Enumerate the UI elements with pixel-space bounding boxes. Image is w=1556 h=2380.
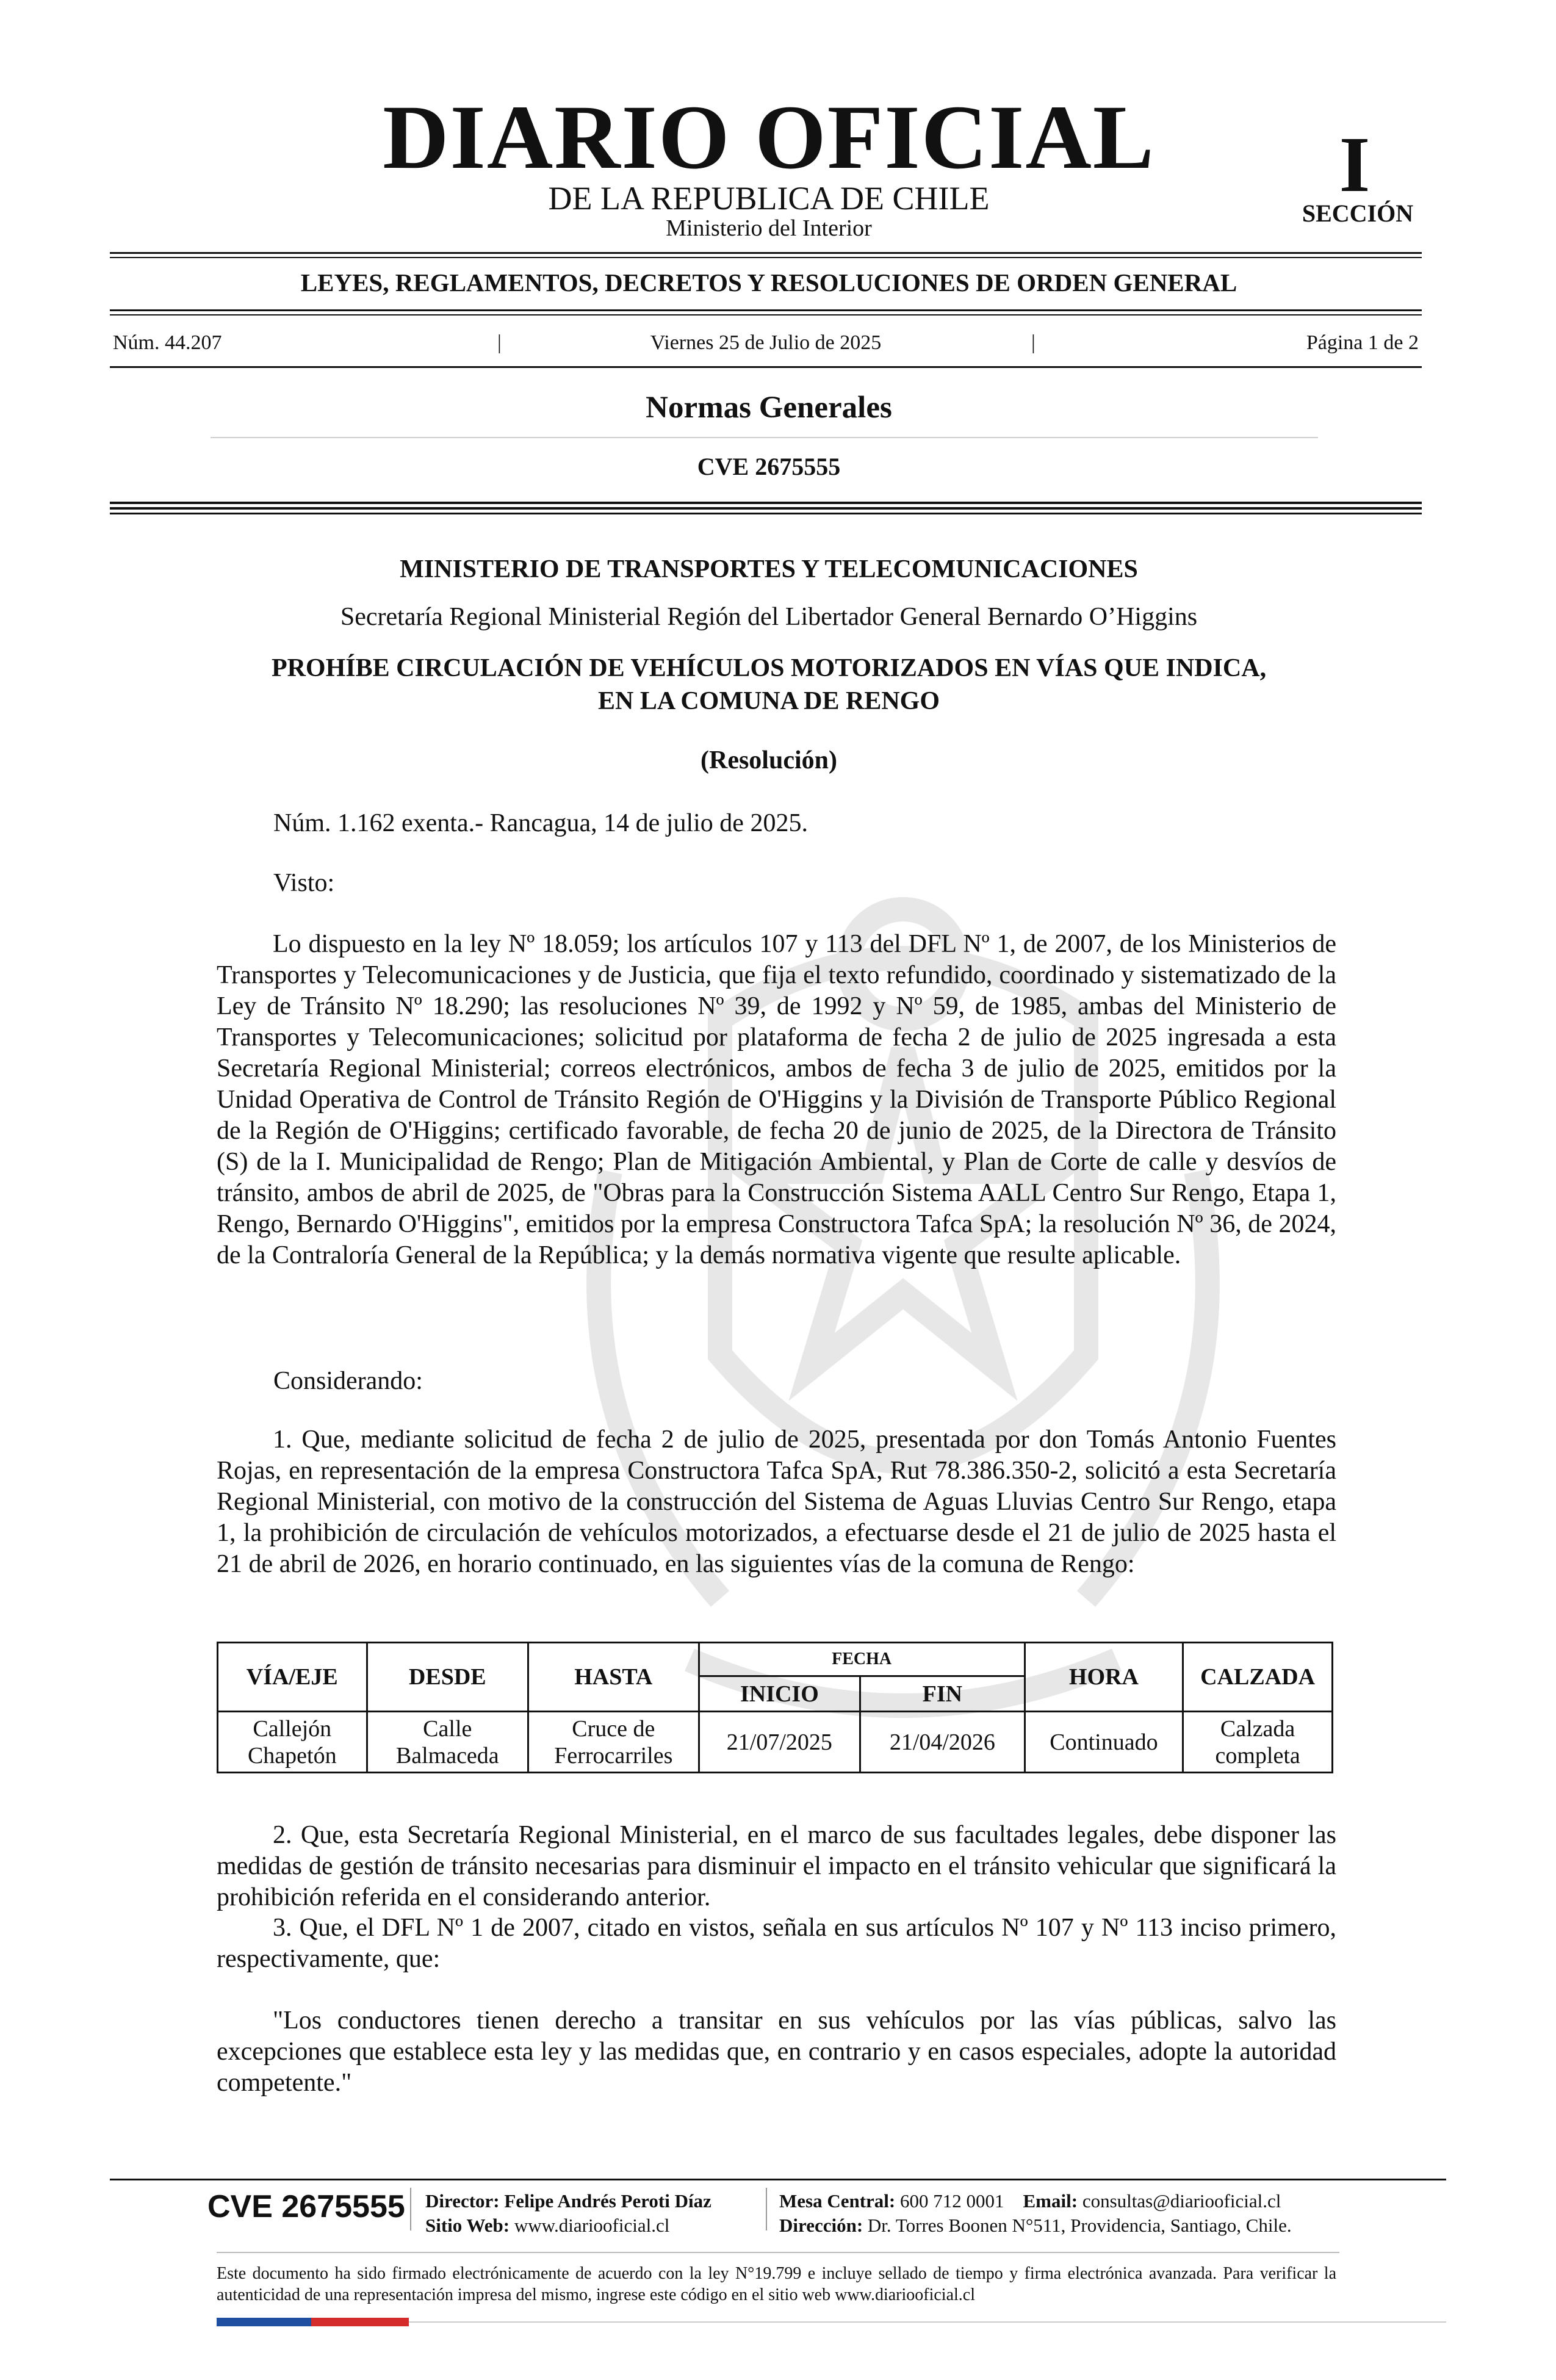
masthead-subtitle: DE LA REPUBLICA DE CHILE <box>548 180 990 217</box>
footer-divider <box>410 2188 411 2230</box>
cell-hasta: Cruce de Ferrocarriles <box>528 1712 699 1773</box>
band-rule-bottom <box>110 314 1422 316</box>
header-via: VÍA/EJE <box>218 1643 367 1712</box>
considerando-1: 1. Que, mediante solicitud de fecha 2 de julio de 2025, presentada por don Tomás Antonio Fuentes Rojas, en representación de la empresa Constructora Tafca SpA, Rut 78.386.350-2, solicitó a esta Secretaría Regional Ministerial, con motivo de la construcción del Sistema de Aguas Lluvias Centro Sur Rengo, etapa 1, la prohibición de circulación de vehículos motorizados, a efectuarse desde el 21 de julio de 2025 hasta el 21 de abril de 2026, en horario continuado, en las siguientes vías de la comuna de Rengo: <box>217 1426 1336 1578</box>
cell-via: Callejón Chapetón <box>218 1712 367 1773</box>
title-line: EN LA COMUNA DE RENGO <box>597 687 940 715</box>
considerando-3: 3. Que, el DFL Nº 1 de 2007, citado en vistos, señala en sus artículos Nº 107 y Nº 113 inciso primero, respectivamente, que: <box>217 1914 1336 1973</box>
cell-inicio: 21/07/2025 <box>699 1712 860 1773</box>
signature-note: Este documento ha sido firmado electrónicamente de acuerdo con la ley N°19.799 e incluye sellado de tiempo y firma electrónica avanzada. Para verificar la autenticidad de una representación impresa del mismo, ingrese este código en el sitio web www.diariooficial.cl <box>217 2264 1336 2304</box>
footer-bottom-line <box>409 2321 1446 2323</box>
considerando-2: 2. Que, esta Secretaría Regional Ministerial, en el marco de sus facultades legales, debe disponer las medidas de gestión de tránsito necesarias para disminuir el impacto en el tránsito vehicular que significará la prohibición referida en el considerando anterior. <box>217 1821 1336 1911</box>
section-band: LEYES, REGLAMENTOS, DECRETOS Y RESOLUCIONES DE ORDEN GENERAL <box>300 269 1237 297</box>
header-fin: FIN <box>860 1676 1025 1712</box>
info-rule <box>110 366 1422 368</box>
quoted-article: "Los conductores tienen derecho a transitar en sus vehículos por las vías públicas, salvo las excepciones que establece esta ley y las medidas que, en contrario y en casos especiales, adopte la autoridad competente." <box>217 2007 1336 2097</box>
header-hora: HORA <box>1025 1643 1183 1712</box>
flag-stripe-red <box>311 2318 409 2326</box>
table-row <box>218 1712 1333 1773</box>
resolution-number: Núm. 1.162 exenta.- Rancagua, 14 de julio de 2025. <box>273 809 808 837</box>
footer-director-block: Director: Felipe Andrés Peroti Díaz Sitio Web: www.diariooficial.cl <box>425 2190 711 2236</box>
cell-calzada: Calzada completa <box>1183 1712 1333 1773</box>
document-title <box>171 652 1367 718</box>
director-name: Felipe Andrés Peroti Díaz <box>504 2190 711 2212</box>
visto-label: Visto: <box>273 869 335 897</box>
issuing-ministry: MINISTERIO DE TRANSPORTES Y TELECOMUNICACIONES <box>400 555 1138 583</box>
footer-cve: CVE 2675555 <box>207 2189 405 2224</box>
heading-divider <box>211 437 1318 438</box>
cell-desde: Calle Balmaceda <box>367 1712 528 1773</box>
footer-divider <box>766 2188 767 2230</box>
header-hasta: HASTA <box>528 1643 699 1712</box>
footer-rule <box>110 2179 1446 2180</box>
masthead-rule-bottom <box>110 257 1422 258</box>
considerando-label: Considerando: <box>273 1367 423 1395</box>
section-heading: Normas Generales <box>646 391 892 425</box>
issue-date: Viernes 25 de Julio de 2025 <box>650 331 882 354</box>
footer-contact-block: Mesa Central: 600 712 0001 Email: consultas@diariooficial.cl Dirección: Dr. Torres Boonen N°511, Providencia, Santiago, Chile. <box>779 2190 1292 2236</box>
document-type: (Resolución) <box>701 746 837 774</box>
address: Dr. Torres Boonen N°511, Providencia, Santiago, Chile. <box>867 2215 1292 2236</box>
website-link[interactable]: www.diariooficial.cl <box>514 2215 670 2236</box>
cell-hora: Continuado <box>1025 1712 1183 1773</box>
header-rule-2 <box>110 507 1422 510</box>
secretaria: Secretaría Regional Ministerial Región del Libertador General Bernardo O’Higgins <box>340 603 1198 631</box>
header-rule-1 <box>110 502 1422 504</box>
section-number: I <box>1339 121 1371 209</box>
separator: | <box>497 331 502 354</box>
issue-number: Núm. 44.207 <box>113 331 222 354</box>
header-rule-3 <box>110 513 1422 514</box>
restriction-table <box>217 1642 1333 1773</box>
visto-paragraph: Lo dispuesto en la ley Nº 18.059; los artículos 107 y 113 del DFL Nº 1, de 2007, de los Ministerios de Transportes y Telecomunicaciones y de Justicia, que fija el texto refundido, coordinado y sistematizado de la Ley de Tránsito Nº 18.290; las resoluciones Nº 39, de 1992 y Nº 59, de 1985, ambas del Ministerio de Transportes y Telecomunicaciones; solicitud por plataforma de fecha 2 de julio de 2025 ingresada a esta Secretaría Regional Ministerial; correos electrónicos, ambos de fecha 3 de julio de 2025, emitidos por la Unidad Operativa de Control de Tránsito Región de O'Higgins y la División de Transporte Público Regional de la Región de O'Higgins; certificado favorable, de fecha 20 de junio de 2025, de la Directora de Tránsito (S) de la I. Municipalidad de Rengo; Plan de Mitigación Ambiental, y Plan de Corte de calle y desvíos de tránsito, ambos de abril de 2025, de "Obras para la Construcción Sistema AALL Centro Sur Rengo, Etapa 1, Rengo, Bernardo O'Higgins", emitidos por la empresa Constructora Tafca SpA; la resolución Nº 36, de 2024, de la Contraloría General de la República; y la demás normativa vigente que resulte aplicable. <box>217 930 1336 1269</box>
title-line: PROHÍBE CIRCULACIÓN DE VEHÍCULOS MOTORIZADOS EN VÍAS QUE INDICA, <box>271 654 1267 682</box>
cell-fin: 21/04/2026 <box>860 1712 1025 1773</box>
phone-number: 600 712 0001 <box>900 2190 1004 2212</box>
header-inicio: INICIO <box>699 1676 860 1712</box>
header-desde: DESDE <box>367 1643 528 1712</box>
page-indicator: Página 1 de 2 <box>1306 331 1419 354</box>
email-link[interactable]: consultas@diariooficial.cl <box>1082 2190 1281 2212</box>
flag-stripe-blue <box>217 2318 311 2326</box>
footer-note-divider <box>217 2252 1339 2253</box>
masthead-rule-top <box>110 252 1422 254</box>
separator: | <box>1031 331 1036 354</box>
cve-code: CVE 2675555 <box>697 453 841 480</box>
header-fecha: FECHA <box>699 1643 1025 1676</box>
section-label: SECCIÓN <box>1302 200 1414 227</box>
band-rule-top <box>110 309 1422 311</box>
masthead-title: DIARIO OFICIAL <box>383 87 1155 188</box>
header-calzada: CALZADA <box>1183 1643 1333 1712</box>
masthead-ministry: Ministerio del Interior <box>666 215 872 241</box>
